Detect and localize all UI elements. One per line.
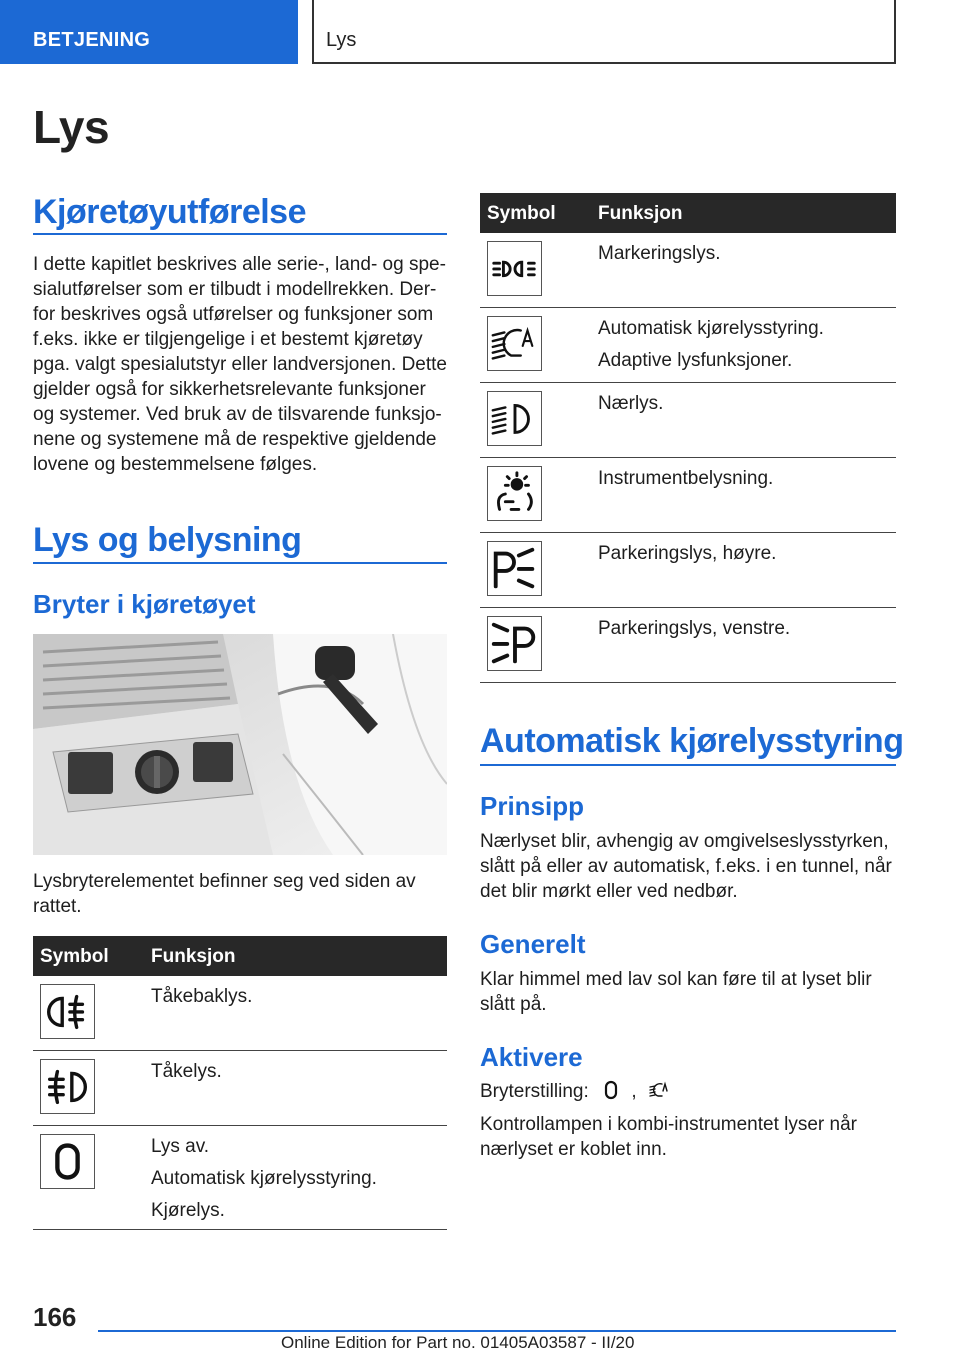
function-line: Parkeringslys, høyre.: [598, 543, 777, 564]
table-row: [480, 458, 896, 533]
low-beam-icon: [487, 391, 542, 446]
text-line: sialutførelser som er tilbudt i modellrekken. Der-: [33, 279, 437, 300]
footer-rule: [98, 1330, 896, 1332]
text-line: nærlyset er koblet inn.: [480, 1139, 667, 1160]
text-line: gjelder også for sikkerhetsrelevante funksjoner: [33, 379, 426, 400]
function-line: Automatisk kjørelysstyring.: [151, 1168, 377, 1189]
switch-position-label: Bryterstilling:: [480, 1081, 589, 1102]
function-text: [151, 984, 252, 1016]
instrument-lighting-icon: [487, 466, 542, 521]
text-line: I dette kapitlet beskrives alle serie-, land- og spe-: [33, 254, 446, 275]
heading-rule: [480, 764, 896, 766]
function-line: Instrumentbelysning.: [598, 468, 774, 489]
table-row: [480, 533, 896, 608]
heading-auto-headlights: Automatisk kjørelysstyring: [480, 722, 904, 760]
text-line: Kontrollampen i kombi-instrumentet lyser når: [480, 1114, 857, 1135]
switch-position-separator: ,: [631, 1081, 637, 1102]
text-line: lovene og bestemmelsene følges.: [33, 454, 318, 475]
section-tab: [0, 0, 298, 64]
topic-label: Lys: [326, 29, 357, 51]
function-text: [598, 391, 663, 423]
text-line: Klar himmel med lav sol kan føre til at lyset blir: [480, 969, 872, 990]
table-row: [480, 383, 896, 458]
side-marker-lights-icon: [487, 241, 542, 296]
function-line: Adaptive lysfunksjoner.: [598, 350, 793, 371]
parking-light-right-icon: [487, 541, 542, 596]
heading-rule: [33, 233, 447, 235]
page-title: Lys: [33, 101, 110, 153]
function-line: Tåkebaklys.: [151, 986, 253, 1007]
function-line: Markeringslys.: [598, 243, 721, 264]
lights-off-icon: [40, 1134, 95, 1189]
table-row: [480, 308, 896, 383]
col-function-header: Funksjon: [598, 203, 683, 224]
function-line: Tåkelys.: [151, 1061, 222, 1082]
topic-tab: [312, 0, 896, 64]
function-text: [598, 616, 790, 648]
text-line: slått på.: [480, 994, 547, 1015]
function-line: Nærlys.: [598, 393, 664, 414]
text-line: Lysbryterelementet befinner seg ved siden av: [33, 871, 416, 892]
text-line: pga. valgt spesialutstyr eller landversjonen. Dette: [33, 354, 448, 375]
paragraph-vehicle-version: [33, 252, 447, 477]
function-text: [598, 241, 720, 273]
automatic-headlight-icon: [648, 1079, 670, 1101]
heading-general: Generelt: [480, 929, 586, 959]
light-switch-photo: [33, 634, 447, 855]
symbol-table-left: [33, 936, 447, 1230]
col-symbol-header: Symbol: [487, 203, 556, 224]
switch-position-line: [480, 1079, 670, 1104]
heading-vehicle-version: Kjøretøyutførelse: [33, 193, 306, 231]
table-row: [480, 608, 896, 683]
table-row: [33, 976, 447, 1051]
function-text: [598, 541, 776, 573]
section-label: BETJENING: [33, 29, 151, 51]
paragraph-general: [480, 967, 872, 1017]
heading-activate: Aktivere: [480, 1042, 583, 1072]
table-row: [33, 1126, 447, 1230]
text-line: Nærlyset blir, avhengig av omgivelseslysstyrken,: [480, 831, 889, 852]
text-line: for beskrives også utførelser og funksjoner som: [33, 304, 434, 325]
page-number: 166: [33, 1302, 77, 1332]
edition-text: Online Edition for Part no. 01405A03587 - II/20: [281, 1333, 635, 1352]
text-line: rattet.: [33, 896, 82, 917]
function-line: Kjørelys.: [151, 1200, 225, 1221]
front-fog-light-icon: [40, 1059, 95, 1114]
text-line: nene og systemene må de respektive gjeldende: [33, 429, 437, 450]
heading-switch: Bryter i kjøretøyet: [33, 589, 256, 619]
text-line: slått på eller av automatisk, f.eks. i en tunnel, når: [480, 856, 892, 877]
table-header: [480, 193, 896, 233]
function-line: Parkeringslys, venstre.: [598, 618, 791, 639]
table-row: [480, 233, 896, 308]
paragraph-activate: [480, 1112, 857, 1162]
text-line: det blir mørkt eller ved nedbør.: [480, 881, 738, 902]
col-symbol-header: Symbol: [40, 946, 109, 967]
lights-off-icon: [600, 1079, 622, 1101]
photo-caption: [33, 869, 416, 919]
text-line: f.eks. ikke er tilgjengelige i et bestemt kjøretøy: [33, 329, 423, 350]
function-text: [151, 1134, 377, 1230]
col-function-header: Funksjon: [151, 946, 236, 967]
paragraph-principle: [480, 829, 892, 904]
heading-rule: [33, 562, 447, 564]
heading-principle: Prinsipp: [480, 791, 585, 821]
rear-fog-light-icon: [40, 984, 95, 1039]
table-header: [33, 936, 447, 976]
text-line: og systemer. Ved bruk av de tilsvarende funksjo-: [33, 404, 442, 425]
automatic-headlight-icon: [487, 316, 542, 371]
function-text: [598, 466, 773, 498]
function-line: Lys av.: [151, 1136, 210, 1157]
function-text: [151, 1059, 222, 1091]
light-switch-illustration: [33, 634, 447, 855]
table-row: [33, 1051, 447, 1126]
function-line: Automatisk kjørelysstyring.: [598, 318, 824, 339]
parking-light-left-icon: [487, 616, 542, 671]
symbol-table-right: [480, 193, 896, 683]
function-text: [598, 316, 824, 380]
heading-lights: Lys og belysning: [33, 521, 302, 559]
